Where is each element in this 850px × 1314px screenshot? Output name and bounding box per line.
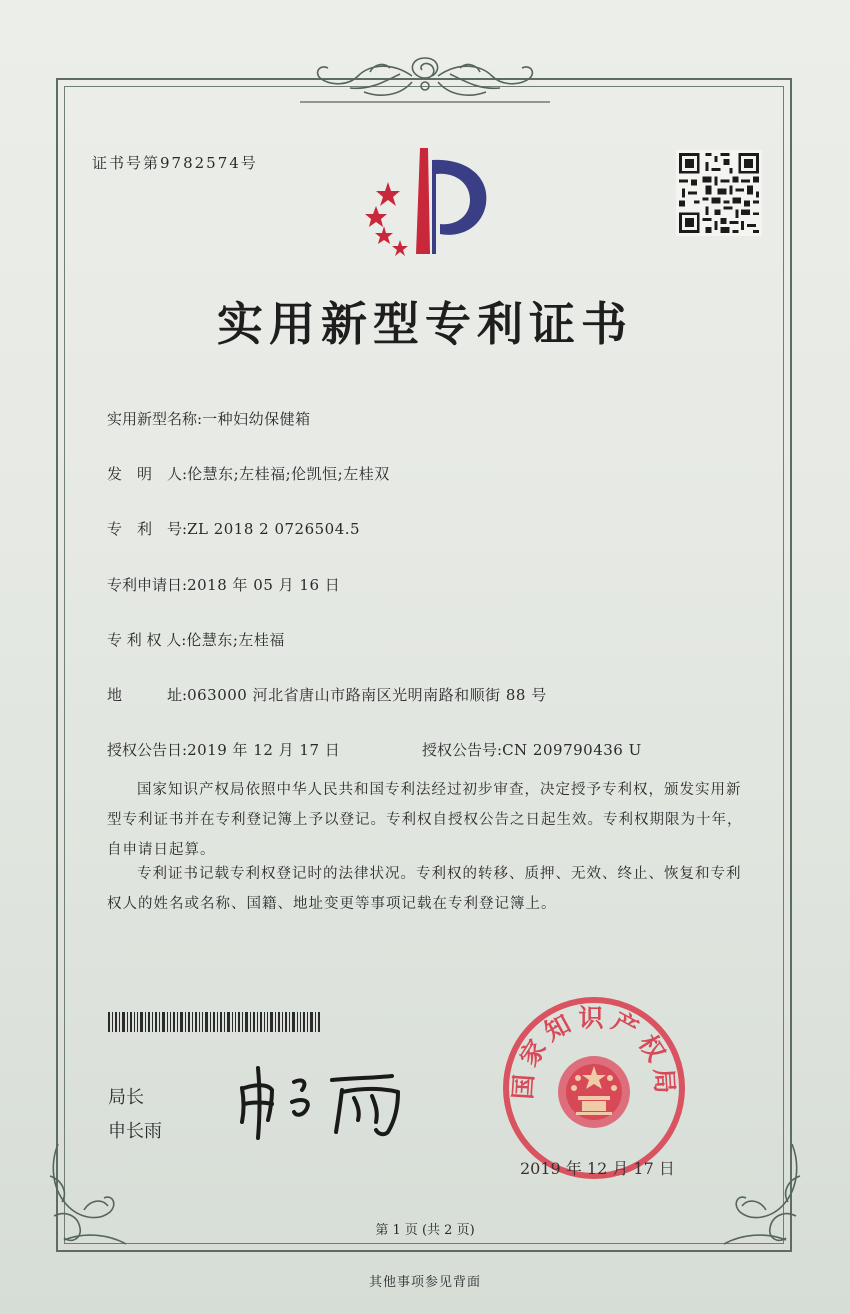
back-note: 其他事项参见背面 xyxy=(368,1275,481,1290)
field-value: 2019 年 12 月 17 日 xyxy=(187,741,341,759)
certificate-number: 证书号第9782574号 xyxy=(92,154,258,172)
qr-code-icon xyxy=(676,148,762,238)
field-inventors xyxy=(107,463,390,484)
field-value: 伦慧东;左桂福;伦凯恒;左桂双 xyxy=(187,465,390,483)
field-utility-model-name xyxy=(107,408,311,429)
patent-office-emblem-icon xyxy=(358,142,498,260)
field-label: 专 利 权 人: xyxy=(107,631,187,649)
field-patentee xyxy=(107,629,285,650)
certificate-title: 实用新型专利证书 xyxy=(217,297,633,351)
top-ornament-icon xyxy=(300,52,550,108)
field-patent-number xyxy=(107,518,360,539)
field-label: 实用新型名称: xyxy=(107,410,203,428)
field-filing-date xyxy=(107,574,340,595)
field-grant-number xyxy=(422,739,642,760)
field-label: 授权公告号: xyxy=(422,741,503,759)
field-value: CN 209790436 U xyxy=(502,741,642,759)
director-signature xyxy=(232,1060,432,1140)
field-value: 伦慧东;左桂福 xyxy=(186,631,285,649)
field-label: 专 利 号: xyxy=(107,520,188,538)
page-indicator: 第 1 页 (共 2 页) xyxy=(375,1223,475,1238)
field-value: 063000 河北省唐山市路南区光明南路和顺街 88 号 xyxy=(187,686,547,704)
field-value: 2018 年 05 月 16 日 xyxy=(187,576,341,594)
director-title: 局长 xyxy=(108,1087,144,1108)
field-label: 发 明 人: xyxy=(107,465,188,483)
field-label: 地 址: xyxy=(107,686,188,704)
seal-text: 国家知识产权局 xyxy=(508,1003,680,1101)
seal-date: 2019 年 12 月 17 日 xyxy=(520,1159,675,1178)
director-name: 申长雨 xyxy=(108,1121,162,1142)
national-emblem-icon xyxy=(558,1056,630,1128)
field-value: 一种妇幼保健箱 xyxy=(202,410,311,428)
field-value: ZL 2018 2 0726504.5 xyxy=(187,520,361,538)
legal-paragraph: 国家知识产权局依照中华人民共和国专利法经过初步审查，决定授予专利权，颁发实用新型专利证书并在专利登记簿上予以登记。专利权自授权公告之日起生效。专利权期限为十年，自申请日起算。 xyxy=(107,782,743,858)
legal-paragraph: 专利证书记载专利权登记时的法律状况。专利权的转移、质押、无效、终止、恢复和专利权人的姓名或名称、国籍、地址变更等事项记载在专利登记簿上。 xyxy=(107,866,742,912)
field-grant-date xyxy=(107,739,340,760)
barcode-icon xyxy=(108,1012,322,1032)
field-label: 专利申请日: xyxy=(107,576,188,594)
field-label: 授权公告日: xyxy=(107,741,188,759)
field-address xyxy=(107,684,547,705)
